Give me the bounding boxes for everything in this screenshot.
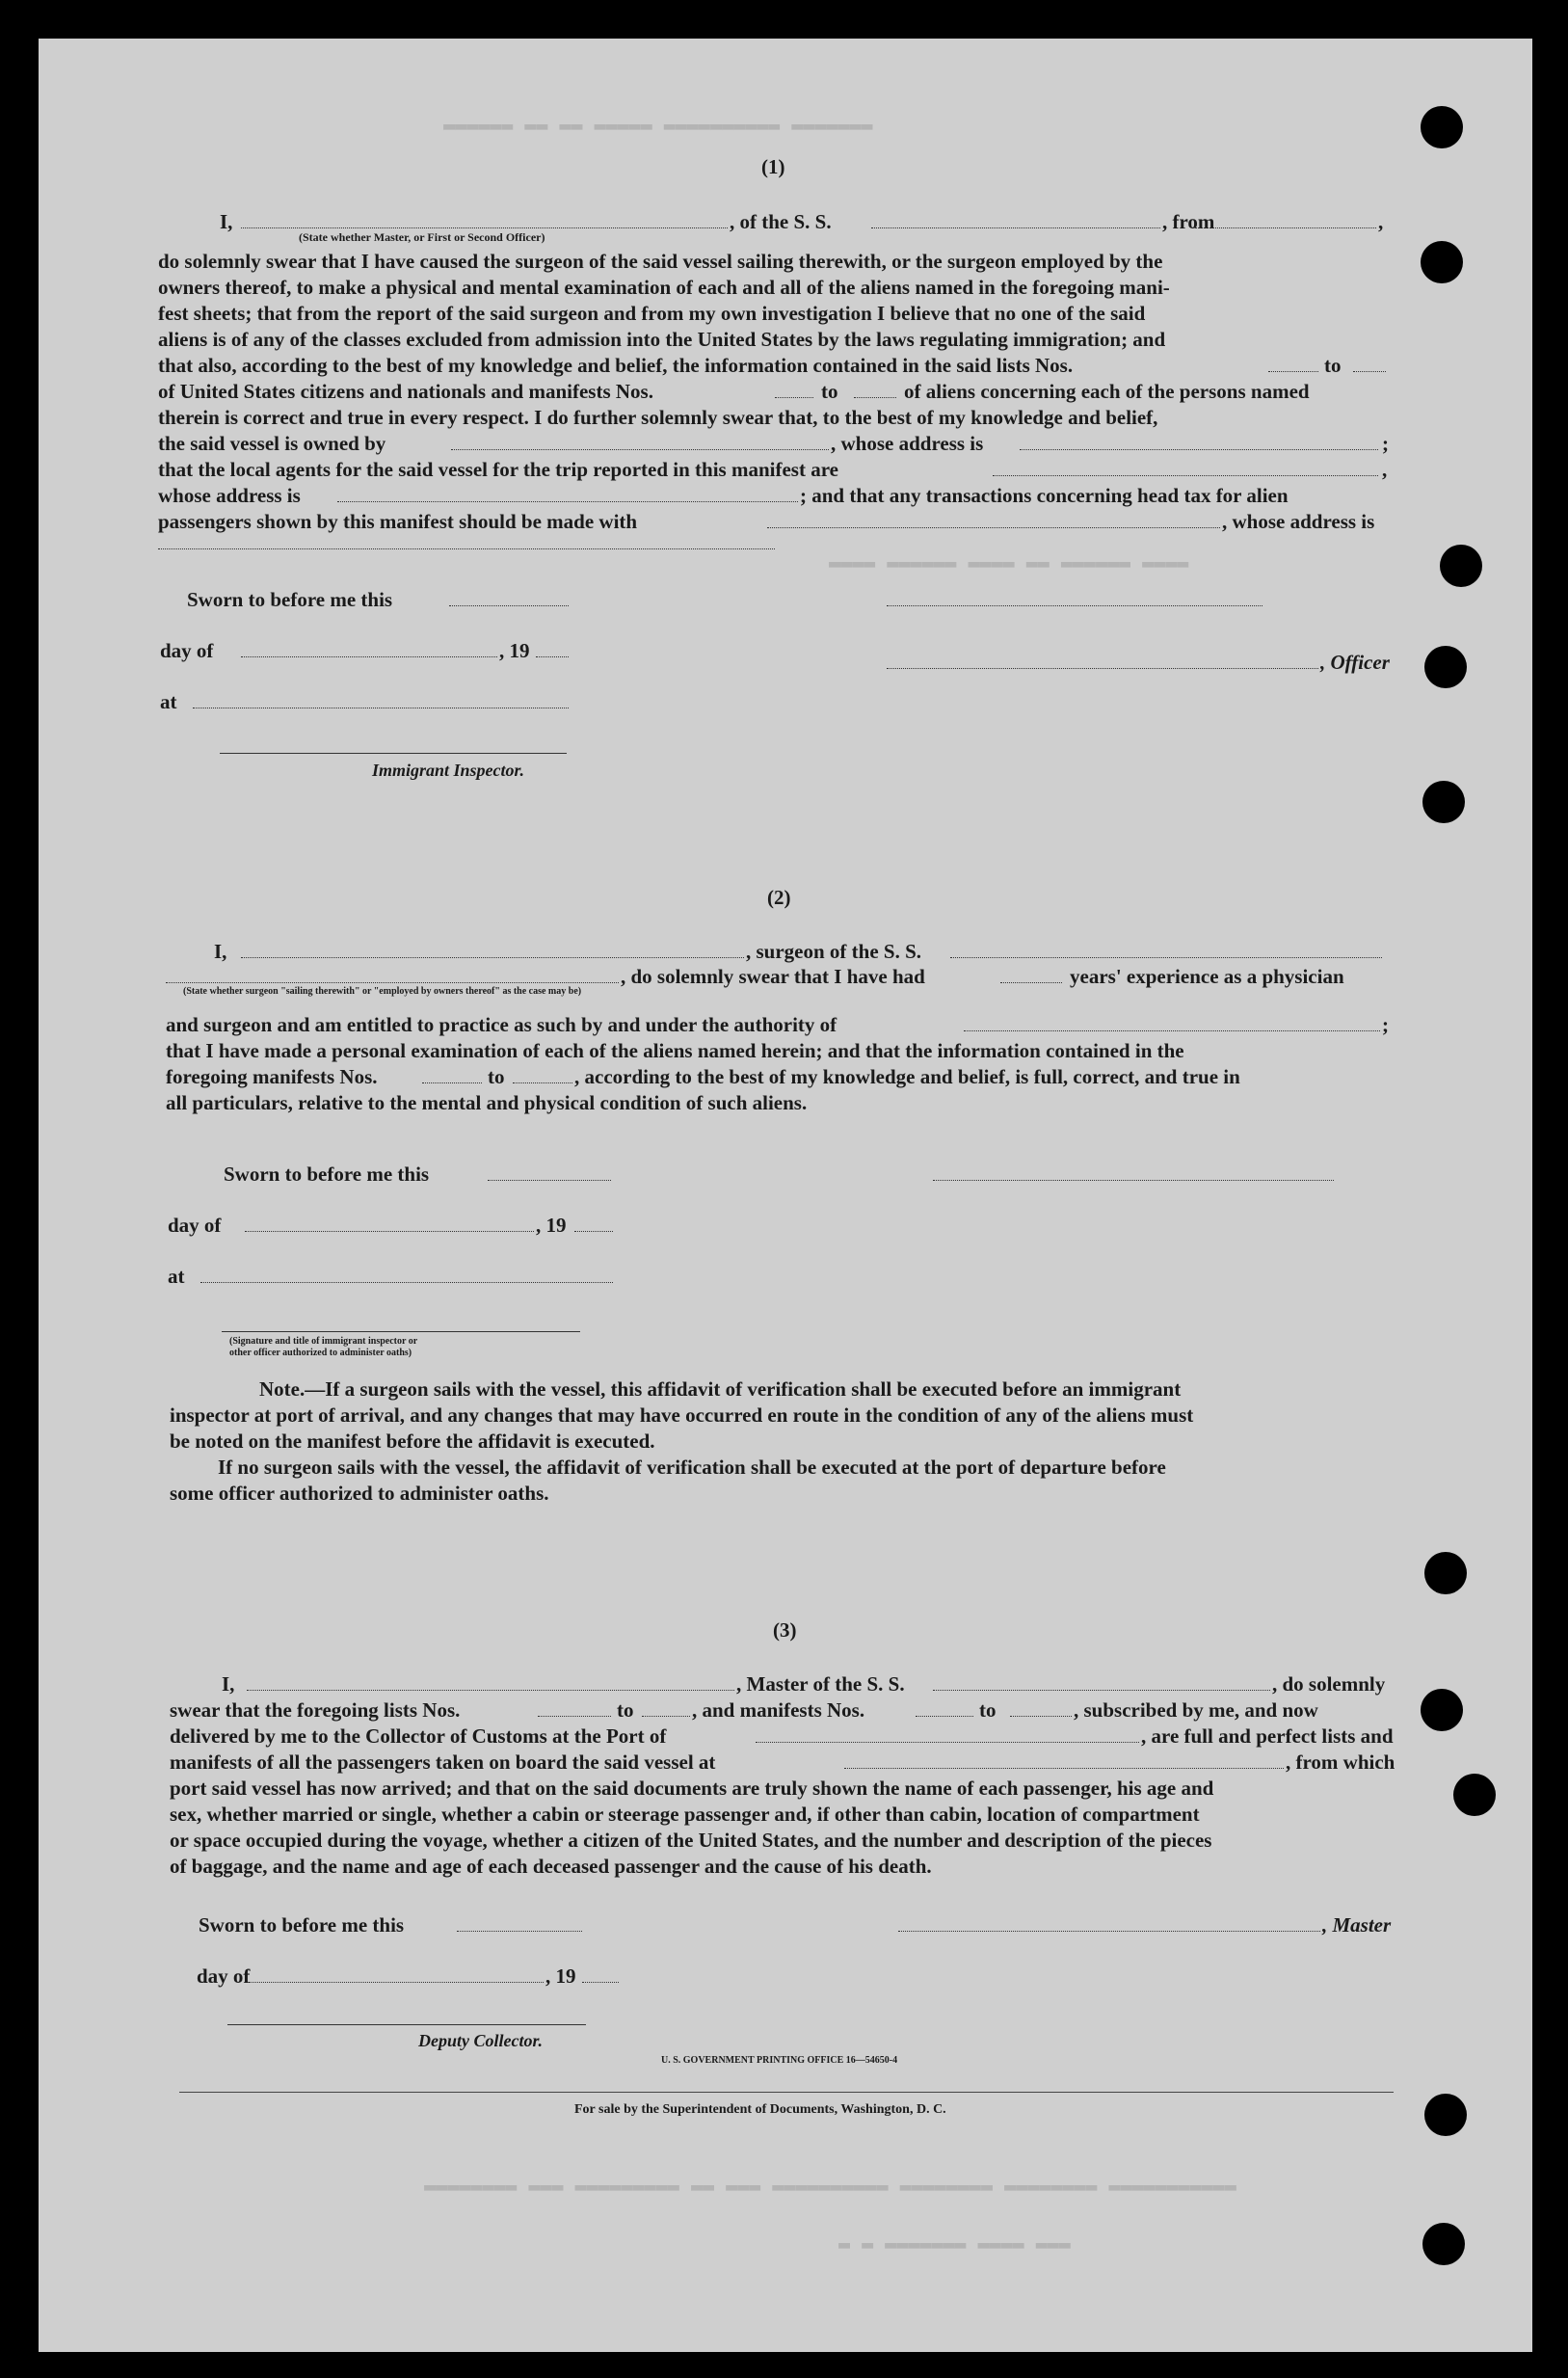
lists-from-field[interactable]: [1268, 371, 1318, 372]
whose-address-label: , whose address is: [831, 432, 984, 455]
oath-line: therein is correct and true in every respect. I do further solemnly swear that, to the best of my knowledge and belief,: [158, 406, 1158, 429]
section-3-i: I,: [222, 1672, 235, 1696]
semicolon: ;: [1382, 432, 1389, 455]
section-1-i: I,: [220, 210, 233, 233]
master-vessel-field[interactable]: [933, 1690, 1270, 1691]
master-name-field[interactable]: [247, 1690, 734, 1691]
oath-line: do solemnly swear that I have caused the surgeon of the said vessel sailing therewith, or the surgeon employed by the: [158, 250, 1163, 273]
surgeon-note-line: be noted on the manifest before the affidavit is executed.: [170, 1429, 655, 1453]
year-label: , 19: [545, 1964, 576, 1988]
surgeon-of-label: , surgeon of the S. S.: [746, 940, 922, 963]
master-manifests-from-field[interactable]: [916, 1716, 973, 1717]
to-label: to: [979, 1698, 997, 1722]
sworn-label: Sworn to before me this: [199, 1913, 405, 1937]
officer-rank-note: (State whether Master, or First or Second Officer): [299, 230, 545, 244]
year-label: , 19: [499, 639, 530, 662]
month-field[interactable]: [249, 1982, 544, 1983]
master-of-label: , Master of the S. S.: [736, 1672, 905, 1696]
master-oath-line: , subscribed by me, and now: [1074, 1698, 1318, 1722]
local-agents-field[interactable]: [993, 475, 1378, 476]
punch-hole: [1424, 2094, 1467, 2136]
of-ss-label: , of the S. S.: [730, 210, 832, 233]
punch-hole: [1453, 1774, 1496, 1816]
officer-signature-line[interactable]: [887, 605, 1262, 606]
manifests-from-field[interactable]: [775, 397, 813, 398]
sworn-day-field[interactable]: [457, 1931, 582, 1932]
surgeon-vessel-field[interactable]: [950, 957, 1382, 958]
to-label: to: [617, 1698, 634, 1722]
exam-line: all particulars, relative to the mental and physical condition of such aliens.: [166, 1091, 808, 1114]
day-of-label: day of: [197, 1964, 251, 1988]
officer-label: , Officer: [1320, 651, 1390, 674]
officer-title-line[interactable]: [887, 668, 1318, 669]
owned-by-label: the said vessel is owned by: [158, 432, 386, 455]
swear-label: , do solemnly swear that I have had: [621, 965, 925, 988]
punch-hole: [1424, 1552, 1467, 1594]
year-label: , 19: [536, 1214, 567, 1237]
to-label: to: [1324, 354, 1342, 377]
surgeon-name-field[interactable]: [241, 957, 744, 958]
month-field[interactable]: [245, 1231, 534, 1232]
deputy-collector-label: Deputy Collector.: [418, 2031, 543, 2050]
head-tax-party-field[interactable]: [767, 527, 1220, 528]
surgeon-note-line: Note.—If a surgeon sails with the vessel, this affidavit of verification shall be executed before an immigrant: [259, 1377, 1182, 1401]
from-port-field[interactable]: [1195, 227, 1376, 228]
inspector-signature-line[interactable]: [222, 1331, 580, 1332]
month-field[interactable]: [241, 656, 497, 657]
years-experience-field[interactable]: [1000, 982, 1062, 983]
deputy-signature-line[interactable]: [227, 2024, 586, 2025]
oath-line: fest sheets; that from the report of the said surgeon and from my own investigation I believe that no one of the said: [158, 302, 1146, 325]
punch-hole: [1421, 241, 1463, 283]
year-field[interactable]: [574, 1231, 613, 1232]
punch-hole: [1422, 2223, 1465, 2265]
day-of-label: day of: [168, 1214, 222, 1237]
semicolon: ;: [1382, 1013, 1389, 1036]
at-label: at: [168, 1265, 185, 1288]
years-label: years' experience as a physician: [1070, 965, 1344, 988]
to-label: to: [488, 1065, 505, 1088]
authority-field[interactable]: [964, 1030, 1380, 1031]
master-oath-line: swear that the foregoing lists Nos.: [170, 1698, 461, 1722]
section-1-number: (1): [761, 155, 785, 178]
year-field[interactable]: [582, 1982, 619, 1983]
vessel-name-field[interactable]: [871, 227, 1160, 228]
agents-address-field[interactable]: [337, 501, 798, 502]
punch-hole: [1421, 1689, 1463, 1731]
section-2-i: I,: [214, 940, 227, 963]
day-of-label: day of: [160, 639, 214, 662]
bleed-through-text: ▬▬▬▬ ▬▬▬▬▬▬ ▬▬▬▬ ▬▬ ▬▬▬▬▬▬ ▬▬▬▬: [829, 551, 1189, 574]
do-solemnly-label: , do solemnly: [1272, 1672, 1386, 1696]
master-label: , Master: [1322, 1913, 1392, 1937]
inspector-signature-line[interactable]: [220, 753, 567, 754]
manifests-to-field[interactable]: [854, 397, 896, 398]
surgeon-signature-line[interactable]: [933, 1180, 1334, 1181]
comma: ,: [1382, 458, 1388, 481]
owner-field[interactable]: [451, 449, 829, 450]
surgeon-manifests-to-field[interactable]: [513, 1082, 572, 1083]
master-lists-from-field[interactable]: [538, 1716, 611, 1717]
year-field[interactable]: [536, 656, 569, 657]
master-manifests-to-field[interactable]: [1010, 1716, 1072, 1717]
master-signature-line[interactable]: [898, 1931, 1320, 1932]
head-tax-line: passengers shown by this manifest should be made with: [158, 510, 638, 533]
master-oath-line: of baggage, and the name and age of each deceased passenger and the cause of his death.: [170, 1855, 932, 1878]
head-tax-line: ; and that any transactions concerning head tax for alien: [800, 484, 1289, 507]
master-oath-line: , and manifests Nos.: [692, 1698, 865, 1722]
authority-label: and surgeon and am entitled to practice as such by and under the authority of: [166, 1013, 837, 1036]
whose-address-label: whose address is: [158, 484, 301, 507]
place-field[interactable]: [200, 1282, 613, 1283]
master-oath-line: , from which: [1286, 1750, 1395, 1774]
at-label: at: [160, 690, 177, 713]
whose-address-label: , whose address is: [1222, 510, 1375, 533]
punch-hole: [1422, 781, 1465, 823]
section-3-number: (3): [773, 1618, 797, 1642]
oath-line: owners thereof, to make a physical and mental examination of each and all of the aliens named in the foregoing mani-: [158, 276, 1170, 299]
footer-divider: [179, 2092, 1394, 2093]
oath-line: aliens is of any of the classes excluded from admission into the United States by the laws regulating immigration; and: [158, 328, 1166, 351]
master-oath-line: or space occupied during the voyage, whether a citizen of the United States, and the number and description of the pieces: [170, 1829, 1212, 1852]
no-surgeon-note-line: some officer authorized to administer oaths.: [170, 1482, 549, 1505]
immigrant-inspector-label: Immigrant Inspector.: [372, 761, 525, 780]
surgeon-note-line: inspector at port of arrival, and any changes that may have occurred en route in the condition of any of the aliens must: [170, 1403, 1194, 1427]
officer-name-field[interactable]: [241, 227, 728, 228]
punch-hole: [1424, 646, 1467, 688]
sworn-label: Sworn to before me this: [187, 588, 393, 611]
oath-line: that also, according to the best of my knowledge and belief, the information contained in the said lists Nos.: [158, 354, 1074, 377]
from-label: , from: [1162, 210, 1215, 233]
owner-address-field[interactable]: [1020, 449, 1378, 450]
exam-line: , according to the best of my knowledge and belief, is full, correct, and true in: [574, 1065, 1240, 1088]
oath-line: of aliens concerning each of the persons named: [904, 380, 1310, 403]
bleed-through-text: ▬▬▬▬▬▬ ▬▬ ▬▬ ▬▬▬▬▬ ▬▬▬▬▬▬▬▬▬▬ ▬▬▬▬▬▬▬: [443, 114, 873, 137]
head-tax-address-field[interactable]: [158, 548, 775, 549]
for-sale-note: For sale by the Superintendent of Documents, Washington, D. C.: [574, 2102, 946, 2117]
signature-note: (Signature and title of immigrant inspector or: [229, 1336, 418, 1347]
local-agents-label: that the local agents for the said vessel for the trip reported in this manifest are: [158, 458, 838, 481]
master-oath-line: port said vessel has now arrived; and that on the said documents are truly shown the name of each passenger, his age and: [170, 1777, 1214, 1800]
surgeon-status-note: (State whether surgeon "sailing therewith" or "employed by owners thereof" as the case may be): [183, 986, 582, 997]
master-oath-line: delivered by me to the Collector of Customs at the Port of: [170, 1724, 667, 1748]
exam-line: foregoing manifests Nos.: [166, 1065, 378, 1088]
printing-office-imprint: U. S. GOVERNMENT PRINTING OFFICE 16—54650-4: [661, 2055, 898, 2066]
master-lists-to-field[interactable]: [642, 1716, 690, 1717]
surgeon-status-field[interactable]: [166, 982, 619, 983]
to-label: to: [821, 380, 838, 403]
punch-hole: [1421, 106, 1463, 148]
exam-line: that I have made a personal examination of each of the aliens named herein; and that the information contained in the: [166, 1039, 1184, 1062]
master-oath-line: sex, whether married or single, whether a cabin or steerage passenger and, if other than cabin, location of compartment: [170, 1803, 1200, 1826]
signature-note: other officer authorized to administer oaths): [229, 1348, 412, 1358]
master-oath-line: manifests of all the passengers taken on board the said vessel at: [170, 1750, 716, 1774]
sworn-label: Sworn to before me this: [224, 1162, 430, 1186]
port-field[interactable]: [756, 1742, 1139, 1743]
comma: ,: [1378, 210, 1384, 233]
bleed-through-text: ▬ ▬ ▬▬▬▬▬▬▬ ▬▬▬▬ ▬▬▬: [838, 2232, 1071, 2256]
no-surgeon-note-line: If no surgeon sails with the vessel, the affidavit of verification shall be executed at the port of departure before: [218, 1456, 1166, 1479]
sworn-day-field[interactable]: [449, 605, 569, 606]
bleed-through-text: ▬▬▬▬▬▬▬▬ ▬▬▬ ▬▬▬▬▬▬▬▬▬ ▬▬ ▬▬▬ ▬▬▬▬▬▬▬▬▬▬ ▬▬▬▬▬▬▬▬ ▬▬▬▬▬▬▬▬ ▬▬▬▬▬▬▬▬▬▬▬: [424, 2175, 1236, 2198]
section-2-number: (2): [767, 886, 791, 909]
form-page: [39, 39, 1532, 2352]
oath-line: of United States citizens and nationals and manifests Nos.: [158, 380, 653, 403]
sworn-day-field[interactable]: [488, 1180, 611, 1181]
punch-hole: [1440, 545, 1482, 587]
lists-to-field[interactable]: [1353, 371, 1386, 372]
boarding-port-field[interactable]: [844, 1768, 1284, 1769]
surgeon-manifests-from-field[interactable]: [422, 1082, 482, 1083]
master-oath-line: , are full and perfect lists and: [1141, 1724, 1394, 1748]
